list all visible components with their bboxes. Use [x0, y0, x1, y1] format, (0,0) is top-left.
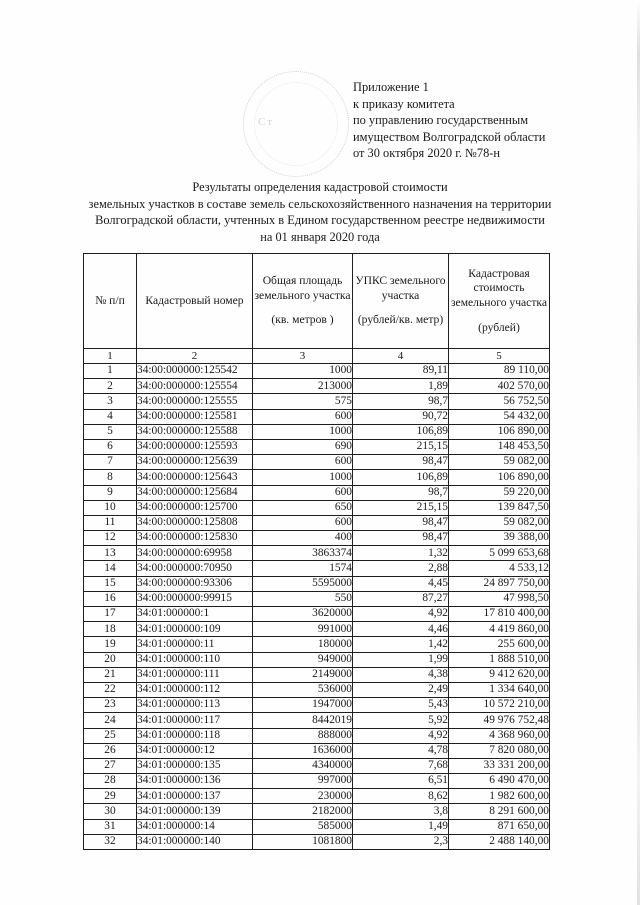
cell-cadastral-number: 34:01:000000:1: [137, 607, 253, 622]
cell-cadastral-number: 34:01:000000:111: [137, 667, 253, 682]
cell-cadastral-number: 34:01:000000:14: [137, 819, 253, 834]
cell-upks: 4,92: [353, 607, 449, 622]
table-row: [84, 439, 550, 454]
cell-upks: 90,72: [353, 409, 449, 424]
table-row: [84, 546, 550, 561]
cell-index: 17: [84, 607, 137, 622]
cell-area: 1636000: [253, 743, 353, 758]
cell-area: 2149000: [253, 667, 353, 682]
cell-cadastral-value: 33 331 200,00: [449, 758, 550, 773]
cell-cadastral-number: 34:00:000000:125555: [137, 394, 253, 409]
cell-cadastral-value: 871 650,00: [449, 819, 550, 834]
cell-index: 12: [84, 531, 137, 546]
cell-cadastral-value: 24 897 750,00: [449, 576, 550, 591]
table-row: [84, 409, 550, 424]
table-row: [84, 470, 550, 485]
header-cell-cadastral-value: [449, 254, 550, 349]
cell-index: 31: [84, 819, 137, 834]
cell-cadastral-value: 59 082,00: [449, 455, 550, 470]
cell-index: 15: [84, 576, 137, 591]
cell-area: 575: [253, 394, 353, 409]
cell-index: 28: [84, 774, 137, 789]
cell-upks: 4,46: [353, 622, 449, 637]
header-index-main: № п/п: [95, 293, 125, 307]
cell-cadastral-number: 34:01:000000:135: [137, 758, 253, 773]
cell-upks: 106,89: [353, 470, 449, 485]
cell-cadastral-number: 34:00:000000:93306: [137, 576, 253, 591]
table-row: [84, 500, 550, 515]
cell-upks: 6,51: [353, 774, 449, 789]
cell-upks: 89,11: [353, 364, 449, 379]
cell-index: 13: [84, 546, 137, 561]
column-number-4: 4: [353, 349, 449, 364]
cell-cadastral-number: 34:00:000000:99915: [137, 591, 253, 606]
cell-index: 21: [84, 667, 137, 682]
cell-index: 19: [84, 637, 137, 652]
header-cell-index: [84, 254, 137, 349]
header-upks-main: УПКС земельного участка: [355, 274, 446, 302]
cell-cadastral-number: 34:00:000000:125588: [137, 424, 253, 439]
cell-cadastral-value: 54 432,00: [449, 409, 550, 424]
table-column-number-row: [84, 349, 550, 364]
title-line-3: Волгоградской области, учтенных в Едином государственном реестре недвижимости: [95, 213, 545, 227]
cell-index: 14: [84, 561, 137, 576]
cell-index: 18: [84, 622, 137, 637]
cell-upks: 8,62: [353, 789, 449, 804]
cell-upks: 3,8: [353, 804, 449, 819]
cell-cadastral-number: 34:00:000000:125830: [137, 531, 253, 546]
cell-cadastral-value: 106 890,00: [449, 470, 550, 485]
table-row: [84, 455, 550, 470]
cell-cadastral-number: 34:01:000000:113: [137, 698, 253, 713]
cell-area: 600: [253, 409, 353, 424]
cell-cadastral-number: 34:00:000000:70950: [137, 561, 253, 576]
cell-upks: 5,92: [353, 713, 449, 728]
cell-upks: 1,32: [353, 546, 449, 561]
cell-cadastral-number: 34:01:000000:11: [137, 637, 253, 652]
cell-cadastral-value: 39 388,00: [449, 531, 550, 546]
column-number-2: 2: [137, 349, 253, 364]
cell-index: 9: [84, 485, 137, 500]
cell-area: 585000: [253, 819, 353, 834]
table-row: [84, 637, 550, 652]
cell-cadastral-value: 148 453,50: [449, 439, 550, 454]
cell-index: 24: [84, 713, 137, 728]
cell-area: 600: [253, 485, 353, 500]
cell-upks: 2,88: [353, 561, 449, 576]
cell-upks: 98,7: [353, 485, 449, 500]
cell-cadastral-number: 34:00:000000:125554: [137, 379, 253, 394]
cell-cadastral-number: 34:00:000000:125643: [137, 470, 253, 485]
cell-upks: 4,78: [353, 743, 449, 758]
header-cadastral-number-main: Кадастровый номер: [145, 293, 244, 307]
table-row: [84, 485, 550, 500]
cell-area: 690: [253, 439, 353, 454]
table-row: [84, 789, 550, 804]
header-area-unit: (кв. метров ): [271, 313, 334, 327]
cell-cadastral-value: 59 220,00: [449, 485, 550, 500]
cell-index: 5: [84, 424, 137, 439]
cell-cadastral-value: 402 570,00: [449, 379, 550, 394]
cell-upks: 2,3: [353, 834, 449, 849]
cadastre-table: [83, 253, 550, 850]
table-row: [84, 728, 550, 743]
cell-cadastral-number: 34:00:000000:125593: [137, 439, 253, 454]
cell-area: 5595000: [253, 576, 353, 591]
header-cadastral-value-unit: (рублей): [478, 320, 520, 334]
header-cadastral-value-main: Кадастровая стоимость земельного участка: [450, 266, 548, 309]
table-row: [84, 591, 550, 606]
cell-area: 400: [253, 531, 353, 546]
cell-area: 600: [253, 515, 353, 530]
cell-area: 949000: [253, 652, 353, 667]
cell-index: 23: [84, 698, 137, 713]
cell-upks: 4,38: [353, 667, 449, 682]
header-cell-upks: [353, 254, 449, 349]
cell-upks: 5,43: [353, 698, 449, 713]
cell-area: 213000: [253, 379, 353, 394]
cell-area: 536000: [253, 682, 353, 697]
column-number-3: 3: [253, 349, 353, 364]
document-title: [0, 179, 640, 245]
cell-cadastral-value: 7 820 080,00: [449, 743, 550, 758]
table-row: [84, 394, 550, 409]
cell-cadastral-number: 34:01:000000:136: [137, 774, 253, 789]
table-row: [84, 804, 550, 819]
table-row: [84, 561, 550, 576]
cell-cadastral-number: 34:01:000000:110: [137, 652, 253, 667]
cell-index: 27: [84, 758, 137, 773]
cell-cadastral-value: 8 291 600,00: [449, 804, 550, 819]
table-row: [84, 515, 550, 530]
cell-cadastral-number: 34:00:000000:125542: [137, 364, 253, 379]
table-row: [84, 622, 550, 637]
approval-line-5: от 30 октября 2020 г. №78-н: [353, 146, 501, 161]
cell-cadastral-value: 17 810 400,00: [449, 607, 550, 622]
cell-area: 600: [253, 455, 353, 470]
cell-upks: 215,15: [353, 439, 449, 454]
cell-cadastral-number: 34:00:000000:125639: [137, 455, 253, 470]
cell-cadastral-value: 106 890,00: [449, 424, 550, 439]
seal-text: Ст: [258, 116, 274, 128]
column-number-5: 5: [449, 349, 550, 364]
cell-index: 22: [84, 682, 137, 697]
cell-area: 1000: [253, 470, 353, 485]
cell-area: 230000: [253, 789, 353, 804]
cell-upks: 87,27: [353, 591, 449, 606]
cell-area: 3863374: [253, 546, 353, 561]
cell-cadastral-number: 34:00:000000:125581: [137, 409, 253, 424]
cell-index: 30: [84, 804, 137, 819]
cell-area: 991000: [253, 622, 353, 637]
cell-index: 10: [84, 500, 137, 515]
cell-upks: 7,68: [353, 758, 449, 773]
cell-cadastral-value: 59 082,00: [449, 515, 550, 530]
table-row: [84, 424, 550, 439]
table-head: [84, 254, 550, 364]
cell-area: 1000: [253, 424, 353, 439]
cell-cadastral-value: 56 752,50: [449, 394, 550, 409]
cell-cadastral-number: 34:00:000000:125808: [137, 515, 253, 530]
cell-upks: 2,49: [353, 682, 449, 697]
header-area-main: Общая площадь земельного участка: [254, 274, 351, 302]
cell-area: 1947000: [253, 698, 353, 713]
table-row: [84, 576, 550, 591]
cell-cadastral-value: 4 419 860,00: [449, 622, 550, 637]
cell-cadastral-value: 139 847,50: [449, 500, 550, 515]
table-row: [84, 819, 550, 834]
cell-upks: 98,47: [353, 455, 449, 470]
cell-index: 26: [84, 743, 137, 758]
approval-line-4: имуществом Волгоградской области: [353, 129, 546, 144]
cell-cadastral-value: 6 490 470,00: [449, 774, 550, 789]
table-header-row: [84, 254, 550, 349]
cell-cadastral-number: 34:01:000000:137: [137, 789, 253, 804]
cell-cadastral-value: 1 982 600,00: [449, 789, 550, 804]
table-row: [84, 667, 550, 682]
cell-cadastral-value: 9 412 620,00: [449, 667, 550, 682]
cell-cadastral-number: 34:01:000000:109: [137, 622, 253, 637]
cell-index: 8: [84, 470, 137, 485]
cell-index: 7: [84, 455, 137, 470]
cell-index: 2: [84, 379, 137, 394]
cell-cadastral-number: 34:01:000000:140: [137, 834, 253, 849]
cell-area: 888000: [253, 728, 353, 743]
cell-upks: 1,99: [353, 652, 449, 667]
table-row: [84, 743, 550, 758]
cell-index: 3: [84, 394, 137, 409]
cell-upks: 4,45: [353, 576, 449, 591]
cell-upks: 215,15: [353, 500, 449, 515]
cell-cadastral-number: 34:00:000000:69958: [137, 546, 253, 561]
cell-cadastral-value: 1 334 640,00: [449, 682, 550, 697]
table-row: [84, 531, 550, 546]
cell-cadastral-number: 34:01:000000:12: [137, 743, 253, 758]
cell-cadastral-number: 34:01:000000:112: [137, 682, 253, 697]
cell-cadastral-value: 4 368 960,00: [449, 728, 550, 743]
title-line-4: на 01 января 2020 года: [260, 229, 380, 244]
cell-upks: 1,89: [353, 379, 449, 394]
cell-area: 2182000: [253, 804, 353, 819]
cell-cadastral-value: 2 488 140,00: [449, 834, 550, 849]
cell-index: 6: [84, 439, 137, 454]
table-body: [84, 364, 550, 850]
table-row: [84, 607, 550, 622]
table-row: [84, 834, 550, 849]
table-row: [84, 758, 550, 773]
cell-cadastral-number: 34:00:000000:125700: [137, 500, 253, 515]
cell-cadastral-value: 5 099 653,68: [449, 546, 550, 561]
cell-index: 32: [84, 834, 137, 849]
cell-cadastral-value: 4 533,12: [449, 561, 550, 576]
cell-upks: 4,92: [353, 728, 449, 743]
cell-upks: 98,7: [353, 394, 449, 409]
cell-cadastral-value: 47 998,50: [449, 591, 550, 606]
cell-cadastral-number: 34:01:000000:118: [137, 728, 253, 743]
cell-area: 1574: [253, 561, 353, 576]
cell-area: 4340000: [253, 758, 353, 773]
approval-block: [353, 79, 603, 162]
cadastre-table-wrapper: [83, 253, 549, 850]
cell-index: 4: [84, 409, 137, 424]
column-number-1: 1: [84, 349, 137, 364]
header-upks-unit: (рублей/кв. метр): [357, 313, 444, 327]
cell-upks: 1,49: [353, 819, 449, 834]
table-row: [84, 774, 550, 789]
cell-upks: 1,42: [353, 637, 449, 652]
cell-cadastral-value: 89 110,00: [449, 364, 550, 379]
cell-cadastral-value: 10 572 210,00: [449, 698, 550, 713]
cell-index: 11: [84, 515, 137, 530]
cell-area: 550: [253, 591, 353, 606]
cell-index: 29: [84, 789, 137, 804]
cell-index: 16: [84, 591, 137, 606]
cell-cadastral-number: 34:00:000000:125684: [137, 485, 253, 500]
header-cell-cadastral-number: [137, 254, 253, 349]
cell-upks: 106,89: [353, 424, 449, 439]
cell-area: 997000: [253, 774, 353, 789]
cell-cadastral-number: 34:01:000000:139: [137, 804, 253, 819]
approval-line-1: Приложение 1: [353, 80, 429, 94]
cell-upks: 98,47: [353, 531, 449, 546]
cell-area: 1081800: [253, 834, 353, 849]
cell-area: 8442019: [253, 713, 353, 728]
approval-line-2: к приказу комитета: [353, 96, 455, 111]
cell-cadastral-value: 1 888 510,00: [449, 652, 550, 667]
cell-index: 20: [84, 652, 137, 667]
cell-area: 650: [253, 500, 353, 515]
approval-line-3: по управлению государственным: [353, 113, 529, 128]
cell-index: 1: [84, 364, 137, 379]
table-row: [84, 652, 550, 667]
cell-area: 180000: [253, 637, 353, 652]
cell-cadastral-value: 49 976 752,48: [449, 713, 550, 728]
cell-cadastral-value: 255 600,00: [449, 637, 550, 652]
official-seal-stamp: [243, 71, 349, 177]
table-row: [84, 682, 550, 697]
cell-index: 25: [84, 728, 137, 743]
title-line-2: земельных участков в составе земель сельскохозяйственного назначения на территории: [88, 196, 552, 211]
cell-area: 3620000: [253, 607, 353, 622]
cell-area: 1000: [253, 364, 353, 379]
title-line-1: Результаты определения кадастровой стоимости: [192, 180, 448, 194]
cell-cadastral-number: 34:01:000000:117: [137, 713, 253, 728]
table-row: [84, 713, 550, 728]
table-row: [84, 364, 550, 379]
cell-upks: 98,47: [353, 515, 449, 530]
header-cell-area: [253, 254, 353, 349]
table-row: [84, 698, 550, 713]
table-row: [84, 379, 550, 394]
